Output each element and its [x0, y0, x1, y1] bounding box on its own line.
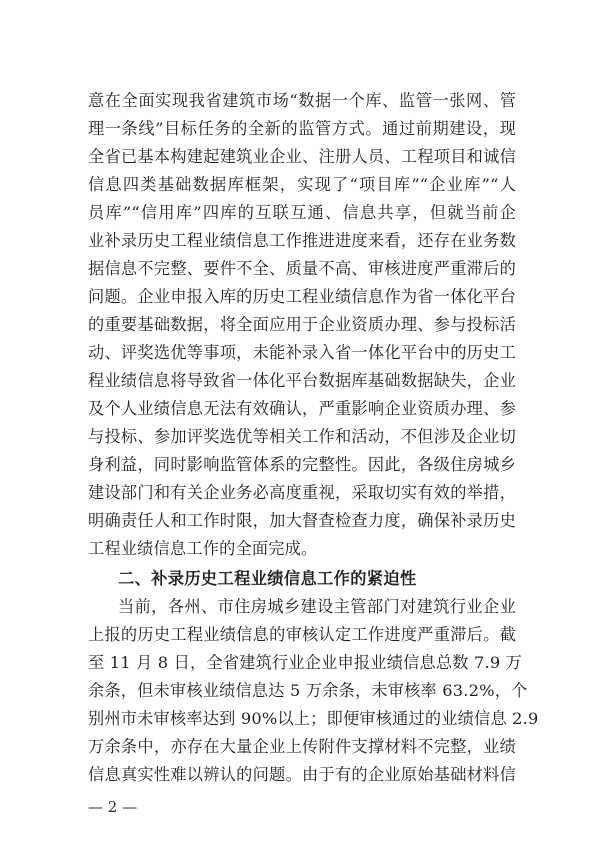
body-text-line: 及个人业绩信息无法有效确认，严重影响企业资质办理、参 — [88, 399, 516, 418]
body-text-line: 信息真实性难以辨认的问题。由于有的企业原始基础材料信 — [88, 765, 516, 784]
body-text-line: 业补录历史工程业绩信息工作推进进度来看，还存在业务数 — [88, 231, 516, 250]
body-text-line: 身利益，同时影响监管体系的完整性。因此，各级住房城乡 — [88, 455, 516, 474]
body-text-line: 与投标、参加评奖选优等相关工作和活动，不但涉及企业切 — [88, 427, 516, 446]
body-text-line: 建设部门和有关企业务必高度重视，采取切实有效的举措， — [88, 483, 516, 502]
body-text-line: 别州市未审核率达到 90%以上；即便审核通过的业绩信息 2.9 — [88, 709, 539, 728]
body-text-line: 问题。企业申报入库的历史工程业绩信息作为省一体化平台 — [88, 287, 516, 306]
body-text-line: 信息四类基础数据库框架，实现了“项目库”“企业库”“人 — [88, 175, 516, 194]
body-text-line: 全省已基本构建起建筑业企业、注册人员、工程项目和诚信 — [88, 147, 516, 166]
body-text-line: 余条，但未审核业绩信息达 5 万余条，未审核率 63.2%，个 — [88, 681, 528, 700]
body-text-line: 动、评奖选优等事项，未能补录入省一体化平台中的历史工 — [88, 343, 516, 362]
body-text-line: 员库”“信用库”四库的互联互通、信息共享，但就当前企 — [88, 203, 516, 222]
body-text-line: 的重要基础数据，将全面应用于企业资质办理、参与投标活 — [88, 315, 516, 334]
body-text-line: 程业绩信息将导致省一体化平台数据库基础数据缺失，企业 — [88, 371, 516, 390]
body-text-line: 理一条线”目标任务的全新的监管方式。通过前期建设，现 — [88, 119, 516, 138]
body-text-line: 意在全面实现我省建筑市场“数据一个库、监管一张网、管 — [88, 91, 516, 110]
body-text-line: 明确责任人和工作时限，加大督查检查力度，确保补录历史 — [88, 511, 516, 530]
body-text-line: 据信息不完整、要件不全、质量不高、审核进度严重滞后的 — [88, 259, 516, 278]
body-text-line: 工程业绩信息工作的全面完成。 — [88, 539, 318, 558]
section-heading: 二、补录历史工程业绩信息工作的紧迫性 — [118, 569, 417, 588]
body-text-line: 上报的历史工程业绩信息的审核认定工作进度严重滞后。截 — [88, 625, 516, 644]
body-text-line: 当前，各州、市住房城乡建设主管部门对建筑行业企业 — [118, 597, 516, 616]
body-text-line: 至 11 月 8 日，全省建筑行业企业申报业绩信息总数 7.9 万 — [88, 653, 523, 672]
page-number: — 2 — — [88, 798, 138, 816]
body-text-line: 万余条中，亦存在大量企业上传附件支撑材料不完整，业绩 — [88, 737, 516, 756]
